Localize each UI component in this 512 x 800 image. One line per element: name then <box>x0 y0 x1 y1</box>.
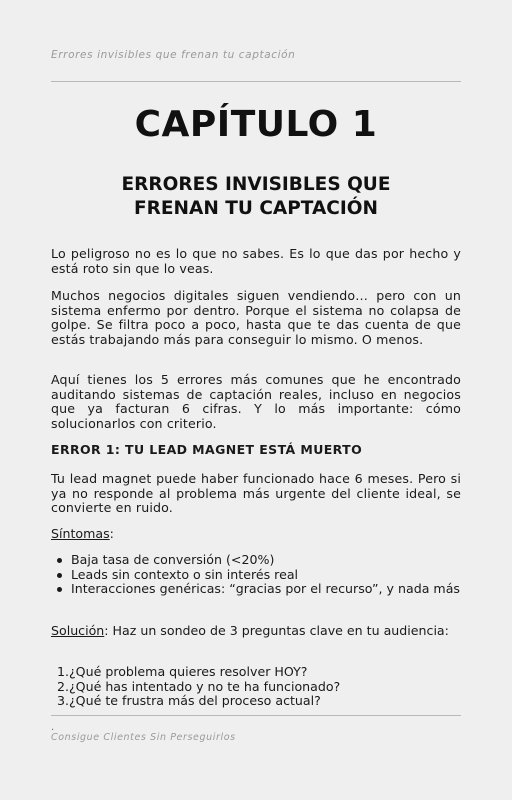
document-page <box>51 0 461 800</box>
symptoms-label <box>51 527 461 542</box>
list-number: 1. <box>57 664 70 679</box>
chapter-title: CAPÍTULO 1 <box>134 104 378 145</box>
list-item <box>51 694 461 709</box>
symptoms-list <box>51 553 461 597</box>
list-item: Leads sin contexto o sin interés real <box>51 568 461 583</box>
list-item <box>51 680 461 695</box>
intro-paragraph-1: Lo peligroso no es lo que no sabes. Es lo que das por hecho y está roto sin que lo veas. <box>51 246 461 276</box>
solution-line <box>51 624 461 639</box>
chapter-subtitle <box>51 173 461 221</box>
list-item-text: ¿Qué problema quieres resolver HOY? <box>69 664 308 679</box>
solution-label: Solución <box>51 623 105 638</box>
header-divider <box>51 81 461 82</box>
list-number: 2. <box>57 678 70 694</box>
intro-paragraph-2: Muchos negocios digitales siguen vendiendo… pero con un sistema enfermo por dentro. Porque el sistema no colapsa de golpe. Se filtra poco a poco, hasta que te das cuenta de que estás trabajando más para conseguir lo mismo. O menos. <box>51 288 461 347</box>
list-item-text: ¿Qué has intentado y no te ha funcionado? <box>69 678 341 694</box>
section-heading: ERROR 1: TU LEAD MAGNET ESTÁ MUERTO <box>51 442 363 457</box>
intro-paragraph-3: Aquí tienes los 5 errores más comunes que he encontrado auditando sistemas de captación reales, incluso en negocios que ya facturan 6 cifras. Y lo más importante: cómo solucionarlos con criterio. <box>51 372 461 431</box>
list-item: Interacciones genéricas: “gracias por el recurso”, y nada más <box>51 582 461 597</box>
error1-paragraph: Tu lead magnet puede haber funcionado hace 6 meses. Pero si ya no responde al problema más urgente del cliente ideal, se convierte en ruido. <box>51 471 461 516</box>
symptoms-label-colon: : <box>109 526 114 541</box>
list-item-text: ¿Qué te frustra más del proceso actual? <box>69 693 321 709</box>
symptoms-label-text: Síntomas <box>51 526 110 541</box>
footer-divider <box>51 715 461 716</box>
footer-dot: . <box>51 722 55 733</box>
questions-list <box>51 665 461 709</box>
chapter-subtitle-line2: FRENAN TU CAPTACIÓN <box>134 198 378 219</box>
list-number: 3. <box>57 693 70 709</box>
running-footer: Consigue Clientes Sin Perseguirlos <box>51 732 236 743</box>
list-item: Baja tasa de conversión (<20%) <box>51 553 461 568</box>
solution-text: : Haz un sondeo de 3 preguntas clave en tu audiencia: <box>104 623 449 638</box>
list-item <box>51 665 461 680</box>
running-header: Errores invisibles que frenan tu captación <box>51 49 296 61</box>
chapter-subtitle-line1: ERRORES INVISIBLES QUE <box>121 174 391 195</box>
